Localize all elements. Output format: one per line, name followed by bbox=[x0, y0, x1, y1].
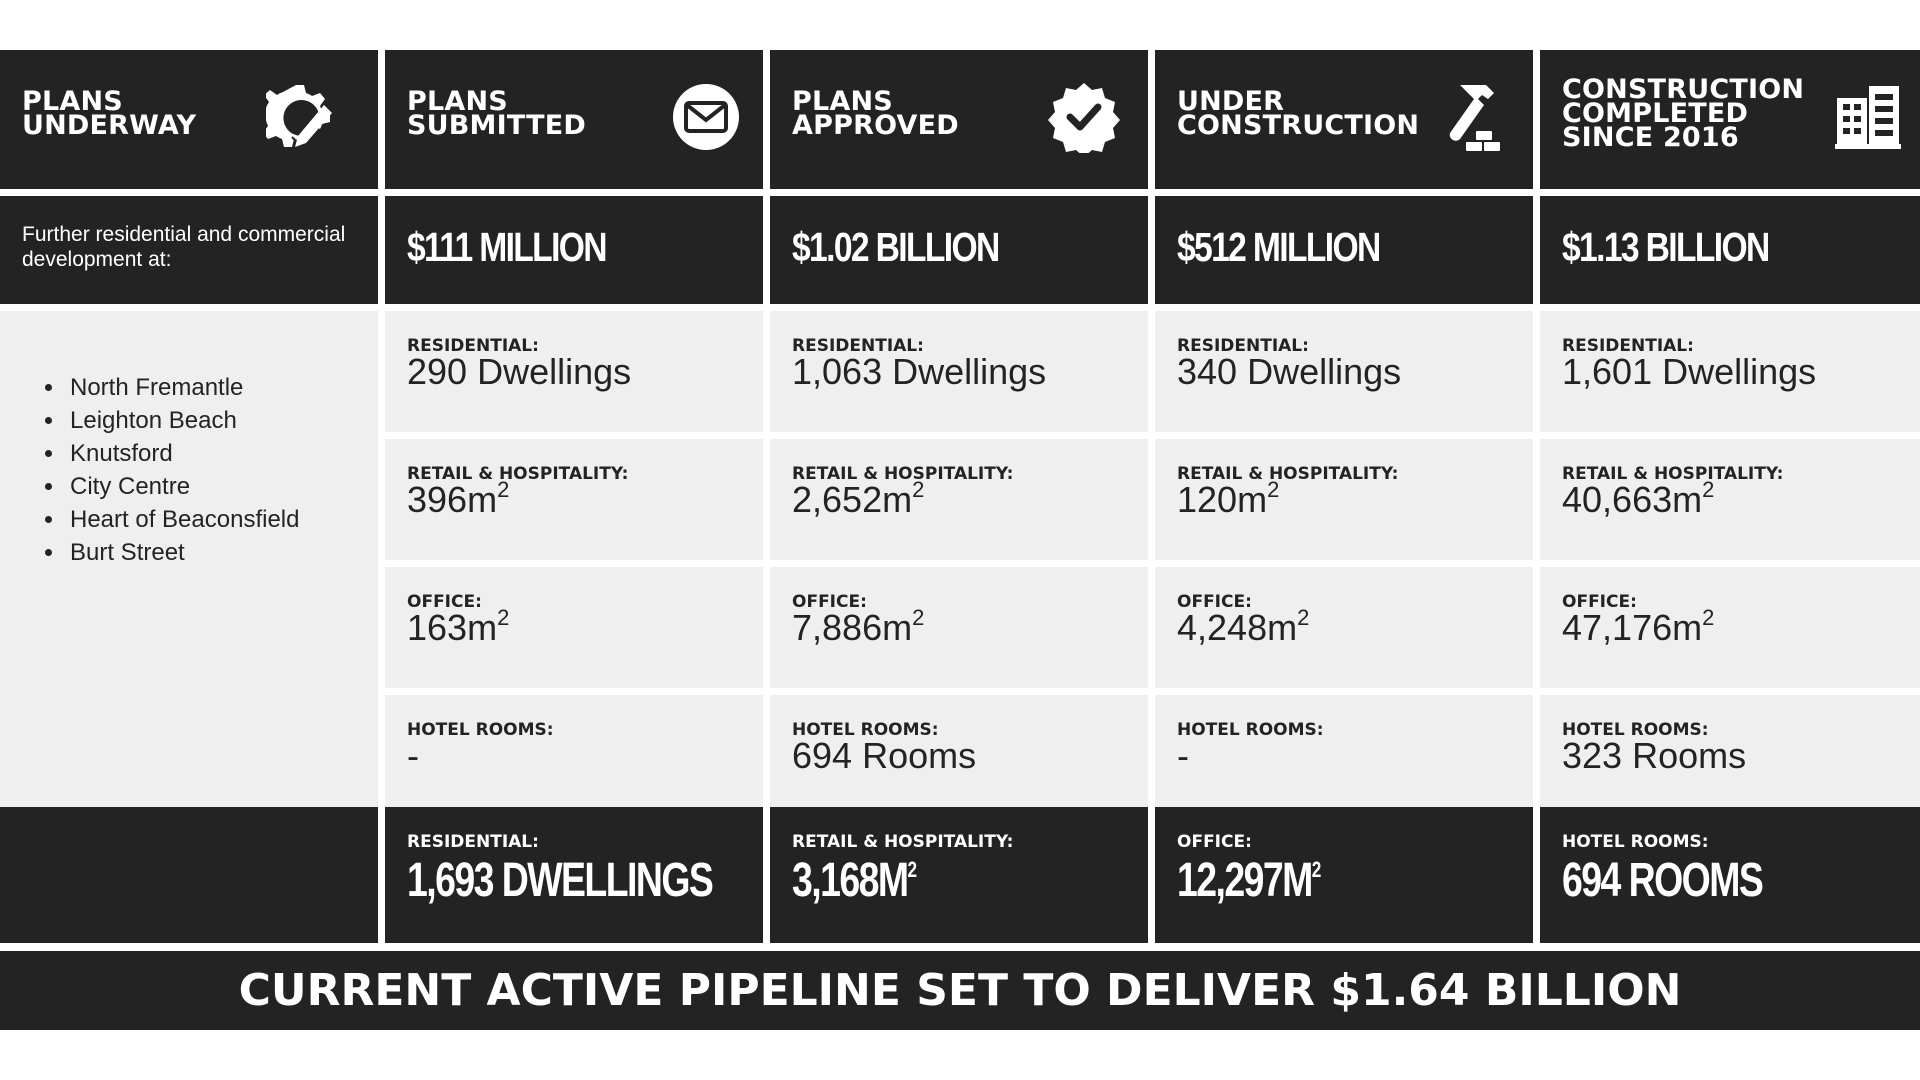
total-unit-sup: 2 bbox=[907, 857, 916, 882]
metric-value bbox=[792, 607, 924, 649]
totals-empty-cell bbox=[0, 807, 378, 943]
total-value bbox=[407, 853, 712, 908]
metric-unit-sup: 2 bbox=[912, 605, 925, 630]
total-number: 694 ROOMS bbox=[1562, 854, 1763, 907]
metric-unit-sup: 2 bbox=[912, 477, 925, 502]
metric-value bbox=[1562, 479, 1714, 521]
column-title bbox=[407, 86, 586, 141]
metric-label: HOTEL ROOMS: bbox=[792, 720, 939, 740]
pipeline-banner bbox=[0, 951, 1920, 1030]
locations-cell bbox=[0, 311, 378, 807]
metric-value: - bbox=[407, 735, 419, 776]
header-construction-completed bbox=[1540, 50, 1920, 189]
metric-cell-hotel bbox=[1540, 695, 1920, 807]
gear-pencil-icon bbox=[266, 81, 338, 153]
total-label: OFFICE: bbox=[1177, 832, 1252, 852]
metric-cell-office bbox=[770, 567, 1148, 688]
metric-label: RETAIL & HOSPITALITY: bbox=[792, 464, 1014, 484]
column-title bbox=[1177, 86, 1420, 141]
metric-label: OFFICE: bbox=[792, 592, 867, 612]
metric-cell-hotel bbox=[1155, 695, 1533, 807]
metric-label: OFFICE: bbox=[1562, 592, 1637, 612]
metric-label: RETAIL & HOSPITALITY: bbox=[1562, 464, 1784, 484]
title-line: CONSTRUCTION bbox=[1562, 74, 1805, 105]
title-line: PLANS bbox=[22, 86, 123, 117]
metric-cell-hotel bbox=[770, 695, 1148, 807]
value-approved: $1.02 BILLION bbox=[792, 224, 999, 270]
metric-cell-office bbox=[385, 567, 763, 688]
metric-unit-sup: 2 bbox=[1702, 605, 1715, 630]
column-title bbox=[1562, 74, 1805, 153]
metric-cell-residential bbox=[385, 311, 763, 432]
verified-badge-icon bbox=[1048, 81, 1120, 153]
column-title bbox=[22, 86, 197, 141]
title-line: COMPLETED bbox=[1562, 98, 1749, 129]
metric-label: RESIDENTIAL: bbox=[407, 336, 539, 356]
title-line: UNDER bbox=[1177, 86, 1285, 117]
value-cell bbox=[770, 196, 1148, 304]
metric-cell-residential bbox=[770, 311, 1148, 432]
banner-text: CURRENT ACTIVE PIPELINE SET TO DELIVER $1.64 BILLION bbox=[238, 965, 1682, 1016]
list-item: • City Centre bbox=[66, 470, 299, 503]
list-item: • Leighton Beach bbox=[66, 404, 299, 437]
header-plans-underway bbox=[0, 50, 378, 189]
metric-cell-office bbox=[1155, 567, 1533, 688]
metric-unit-sup: 2 bbox=[497, 477, 510, 502]
metric-cell-residential bbox=[1540, 311, 1920, 432]
metric-label: OFFICE: bbox=[1177, 592, 1252, 612]
column-title bbox=[792, 86, 959, 141]
metric-number: 40,663m bbox=[1562, 479, 1703, 520]
metric-number: 120m bbox=[1177, 479, 1268, 520]
metric-unit-sup: 2 bbox=[1702, 477, 1715, 502]
intro-cell bbox=[0, 196, 378, 304]
metric-unit-sup: 2 bbox=[497, 605, 510, 630]
total-unit-sup: 2 bbox=[1311, 857, 1320, 882]
value-completed: $1.13 BILLION bbox=[1562, 224, 1769, 270]
metric-value: - bbox=[1177, 735, 1189, 776]
metric-number: 396m bbox=[407, 479, 498, 520]
metric-value: 340 Dwellings bbox=[1177, 351, 1402, 392]
value-cell bbox=[1540, 196, 1920, 304]
metric-value: 323 Rooms bbox=[1562, 735, 1747, 776]
total-value bbox=[1177, 853, 1320, 908]
total-number: 1,693 DWELLINGS bbox=[407, 854, 713, 907]
metric-value: 1,063 Dwellings bbox=[792, 351, 1047, 392]
total-number: 3,168M bbox=[792, 854, 908, 907]
building-icon bbox=[1835, 84, 1901, 150]
envelope-icon bbox=[670, 81, 742, 153]
metric-cell-residential bbox=[1155, 311, 1533, 432]
list-item: • North Fremantle bbox=[66, 371, 299, 404]
metric-value: 290 Dwellings bbox=[407, 351, 632, 392]
metric-unit-sup: 2 bbox=[1267, 477, 1280, 502]
title-line: PLANS bbox=[792, 86, 893, 117]
metric-number: 2,652m bbox=[792, 479, 913, 520]
metric-cell-hotel bbox=[385, 695, 763, 807]
value-cell bbox=[385, 196, 763, 304]
total-cell-retail bbox=[770, 807, 1148, 943]
title-line: CONSTRUCTION bbox=[1177, 110, 1420, 141]
metric-cell-office bbox=[1540, 567, 1920, 688]
metric-value: 694 Rooms bbox=[792, 735, 977, 776]
value-cell bbox=[1155, 196, 1533, 304]
metric-label: RESIDENTIAL: bbox=[1562, 336, 1694, 356]
header-plans-approved bbox=[770, 50, 1148, 189]
total-value bbox=[1562, 853, 1762, 908]
metric-unit-sup: 2 bbox=[1297, 605, 1310, 630]
metric-number: 47,176m bbox=[1562, 607, 1703, 648]
metric-cell-retail bbox=[385, 439, 763, 560]
total-label: HOTEL ROOMS: bbox=[1562, 832, 1709, 852]
metric-label: HOTEL ROOMS: bbox=[407, 720, 554, 740]
header-under-construction bbox=[1155, 50, 1533, 189]
title-line: UNDERWAY bbox=[22, 110, 197, 141]
total-cell-residential bbox=[385, 807, 763, 943]
metric-value bbox=[407, 607, 509, 649]
metric-number: 7,886m bbox=[792, 607, 913, 648]
metric-value bbox=[407, 479, 509, 521]
intro-text: Further residential and commercial development at: bbox=[22, 223, 346, 271]
list-item: • Knutsford bbox=[66, 437, 299, 470]
hammer-bricks-icon bbox=[1440, 81, 1512, 153]
locations-list bbox=[44, 371, 299, 569]
total-cell-office bbox=[1155, 807, 1533, 943]
total-cell-hotel bbox=[1540, 807, 1920, 943]
title-line: APPROVED bbox=[792, 110, 959, 141]
metric-label: RETAIL & HOSPITALITY: bbox=[1177, 464, 1399, 484]
value-submitted: $111 MILLION bbox=[407, 224, 606, 270]
metric-label: OFFICE: bbox=[407, 592, 482, 612]
total-number: 12,297M bbox=[1177, 854, 1312, 907]
metric-value bbox=[1177, 479, 1279, 521]
metric-value: 1,601 Dwellings bbox=[1562, 351, 1817, 392]
metric-number: 163m bbox=[407, 607, 498, 648]
metric-label: RESIDENTIAL: bbox=[792, 336, 924, 356]
header-plans-submitted bbox=[385, 50, 763, 189]
total-label: RESIDENTIAL: bbox=[407, 832, 539, 852]
title-line: SUBMITTED bbox=[407, 110, 586, 141]
metric-cell-retail bbox=[1540, 439, 1920, 560]
list-item: • Heart of Beaconsfield bbox=[66, 503, 299, 536]
metric-value bbox=[792, 479, 924, 521]
title-line: PLANS bbox=[407, 86, 508, 117]
metric-label: HOTEL ROOMS: bbox=[1177, 720, 1324, 740]
metric-label: RETAIL & HOSPITALITY: bbox=[407, 464, 629, 484]
metric-value bbox=[1177, 607, 1309, 649]
metric-label: HOTEL ROOMS: bbox=[1562, 720, 1709, 740]
title-line: SINCE 2016 bbox=[1562, 122, 1739, 153]
metric-label: RESIDENTIAL: bbox=[1177, 336, 1309, 356]
value-under-construction: $512 MILLION bbox=[1177, 224, 1380, 270]
total-label: RETAIL & HOSPITALITY: bbox=[792, 832, 1014, 852]
metric-number: 4,248m bbox=[1177, 607, 1298, 648]
metric-value bbox=[1562, 607, 1714, 649]
total-value bbox=[792, 853, 916, 908]
list-item: • Burt Street bbox=[66, 536, 299, 569]
metric-cell-retail bbox=[770, 439, 1148, 560]
metric-cell-retail bbox=[1155, 439, 1533, 560]
